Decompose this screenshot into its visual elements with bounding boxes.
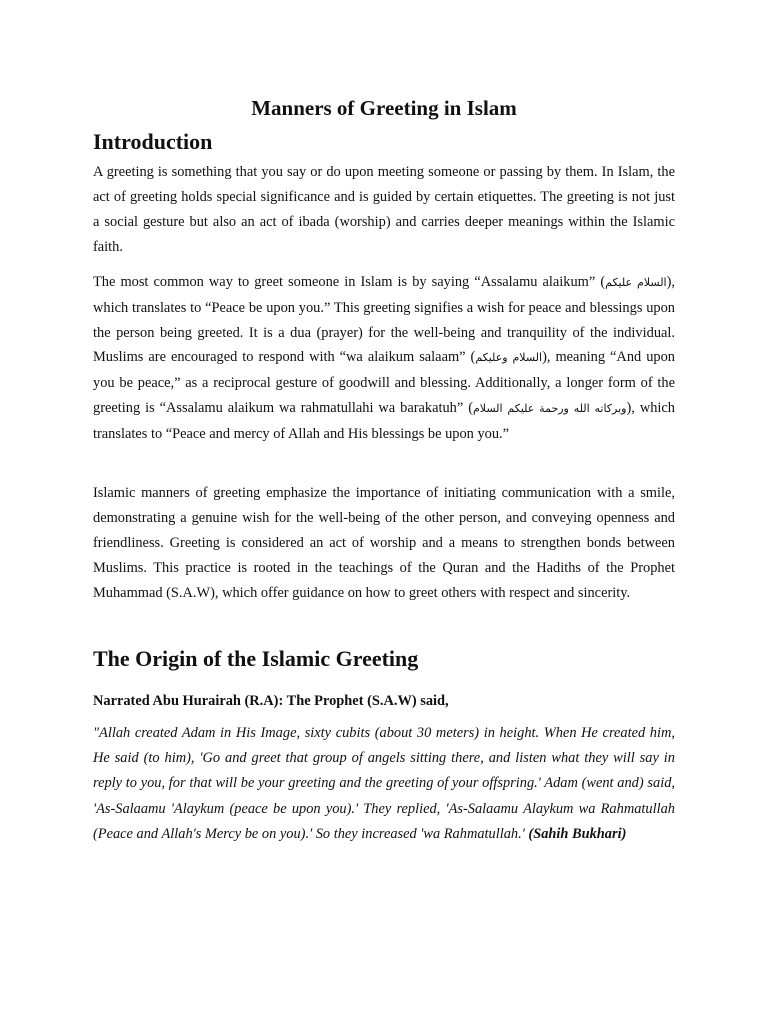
document-page (93, 0, 675, 1024)
greeting-paragraph (93, 270, 675, 447)
greeting-text-2: ), which translates to “Peace be upon you.” This greeting signifies a wish for peace and blessings upon the person being greeted. It is a dua (prayer) for the well-being and tranquility of the individual. Muslims are encouraged to respond with “wa alaikum salaam” ( (93, 274, 675, 366)
document-title: Manners of Greeting in Islam (251, 96, 517, 120)
manners-paragraph: Islamic manners of greeting emphasize the importance of initiating communication with a smile, demonstrating a genuine wish for the well-being of the other person, and conveying openness and friendliness. Greeting is considered an act of worship and a means to strengthen bonds between Muslims. This practice is rooted in the teachings of the Quran and the Hadiths of the Prophet Muhammad (S.A.W), which offer guidance on how to greet others with respect and sincerity. (93, 485, 675, 601)
greeting-text-1: The most common way to greet someone in Islam is by saying “Assalamu alaikum” ( (93, 274, 606, 290)
intro-paragraph: A greeting is something that you say or do upon meeting someone or passing by them. In Islam, the act of greeting holds special significance and is guided by certain etiquettes. The greeting is not just a social gesture but also an act of ibada (worship) and carries deeper meanings within the Islamic faith. (93, 164, 675, 255)
hadith-text: "Allah created Adam in His Image, sixty cubits (about 30 meters) in height. When He created him, He said (to him), 'Go and greet that group of angels sitting there, and listen what they will say in reply to you, for that will be your greeting and the greeting of your offspring.' Adam (went and) said, 'As-Salaamu 'Alaykum (peace be upon you).' They replied, 'As-Salaamu Alaykum wa Rahmatullah (Peace and Allah's Mercy be on you).' So they increased 'wa Rahmatullah.' (93, 725, 675, 842)
greeting-text-4: ), which translates to “Peace and mercy of Allah and His blessings be upon you.” (93, 399, 675, 442)
greeting-text-3: ), meaning “And upon you be peace,” as a reciprocal gesture of goodwill and blessing. Additionally, a longer form of the greeting is “Assalamu alaikum wa rahmatullahi wa barakatuh” ( (93, 349, 675, 416)
arabic-long-form: وبركاته الله ورحمة عليكم السلام (472, 401, 627, 415)
narration-line: Narrated Abu Hurairah (R.A): The Prophet (S.A.W) said, (93, 693, 449, 709)
origin-heading: The Origin of the Islamic Greeting (93, 646, 419, 671)
arabic-salam: السلام عليكم (605, 276, 667, 289)
hadith-source: (Sahih Bukhari) (528, 825, 627, 842)
introduction-heading: Introduction (93, 129, 213, 154)
arabic-reply: السلام وعليكم (475, 351, 543, 365)
hadith-quote (93, 721, 675, 847)
